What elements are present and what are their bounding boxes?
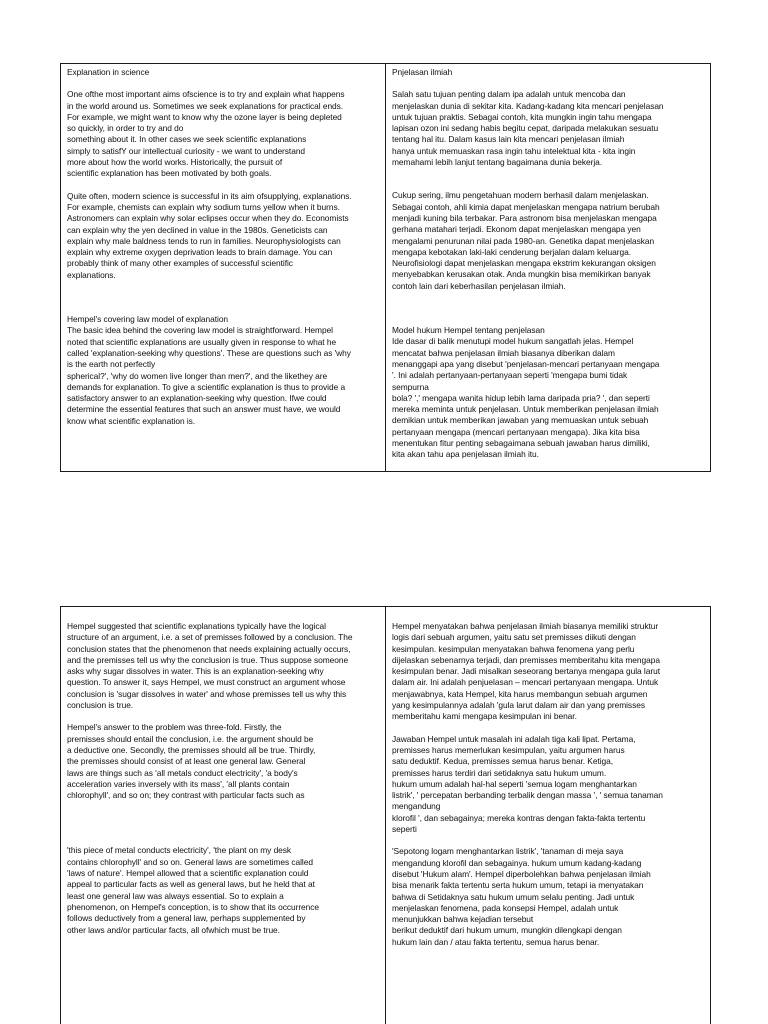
english-column <box>61 607 386 1024</box>
paragraph: Hempel suggested that scientific explanations typically have the logical structure of an argument, i.e. a set of premisses followed by a conclusion. The conclusion states that the phenomenon that needs explaining actually occurs, and the premisses tell us why the conclusion is true. Thus suppose someone asks why sugar dissolves in water. This is an explanation-seeking why question. To answer it, says Hempel, we must construct an argument whose conclusion is 'sugar dissolves in water' and whose premisses tell us why this conclusion is true. <box>67 621 353 711</box>
paragraph: Hempel menyatakan bahwa penjelasan ilmiah biasanya memiliki struktur logis dari sebuah argumen, yaitu satu set premisses diikuti dengan kesimpulan. kesimpulan menyatakan bahwa fenomena yang perlu dijelaskan sebenarnya terjadi, dan premisses memberitahu kita mengapa kesimpulan benar. Jadi misalkan seseorang bertanya mengapa gula larut dalam air. Ini adalah penjuelasan – mencari pertanyaan mengapa. Untuk menjawabnya, kata Hempel, kita harus membangun sebuah argumen yang kesimpulannya adalah 'gula larut dalam air dan yang premisses memberitahu kami mengapa kesimpulan ini benar. <box>392 621 660 722</box>
paragraph: 'Sepotong logam menghantarkan listrik', 'tanaman di meja saya mengandung klorofil dan sebagainya. hukum umum kadang-kadang disebut 'Hukum alam'. Hempel diperbolehkan bahwa penjelasan ilmiah bisa menarik fakta tertentu serta hukum umum, tetapi ia menyatakan bahwa di Setidaknya satu hukum umum selalu penting. Jadi untuk menjelaskan fenomena, pada konsepsi Hempel, adalah untuk menunjukkan bahwa kejadian tersebut berikut deduktif dari hukum umum, mungkin dilengkapi dengan hukum lain dan / atau fakta tertentu, semua harus benar. <box>392 846 651 947</box>
paragraph: Model hukum Hempel tentang penjelasan Ide dasar di balik menutupi model hukum sangatlah jelas. Hempel mencatat bahwa penjelasan ilmiah biasanya diberikan dalam menanggapi apa yang disebut 'penjelasan-mencari pertanyaan mengapa '. Ini adalah pertanyaan-pertanyaan seperti 'mengapa bumi tidak sempurna bola? ',' mengapa wanita hidup lebih lama daripada pria? ', dan seperti mereka meminta untuk penjelasan. Untuk memberikan penjelasan ilmiah demikian untuk memberikan jawaban yang memuaskan untuk sebuah pertanyaan mengapa (mencari pertanyaan mengapa). Jika kita bisa menentukan fitur penting sebagaimana sebuah jawaban harus dimiliki, kita akan tahu apa penjelasan ilmiah itu. <box>392 325 660 460</box>
paragraph: Cukup sering, ilmu pengetahuan modern berhasil dalam menjelaskan. Sebagai contoh, ahli kimia dapat menjelaskan mengapa natrium berubah menjadi kuning bila terbakar. Para astronom bisa menjelaskan mengapa gerhana matahari terjadi. Ekonom dapat menjelaskan mengapa yen mengalami penurunan nilai pada 1980-an. Genetika dapat menjelaskan mengapa kebotakan laki-laki cenderung berjalan dalam keluarga. Neurofisiologi dapat menjelaskan mengapa ekstrim kekurangan oksigen menyebabkan kerusakan otak. Anda mungkin bisa memikirkan banyak contoh lain dari keberhasilan penjelasan ilmiah. <box>392 190 660 291</box>
paragraph: Hempel's answer to the problem was three-fold. Firstly, the premisses should entail the conclusion, i.e. the argument should be a deductive one. Secondly, the premisses should all be true. Thirdly, the premisses should consist of at least one general law. General laws are things such as 'all metals conduct electricity', 'a body's acceleration varies inversely with its mass', 'all plants contain chlorophyll', and so on; they contrast with particular facts such as <box>67 722 316 801</box>
paragraph: Hempel's covering law model of explanation The basic idea behind the covering law model is straightforward. Hempel noted that scientific explanations are usually given in response to what he called 'explanation-seeking why questions'. These are questions such as 'why is the earth not perfectly spherical?', 'why do women live longer than men?', and the likethey are demands for explanation. To give a scientific explanation is thus to provide a satisfactory answer to an explanation-seeking why question. Ifwe could determine the essential features that such an answer must have, we would know what scientific explanation is. <box>67 314 351 426</box>
english-column <box>61 64 386 471</box>
indonesian-column <box>386 64 710 471</box>
paragraph: One ofthe most important aims ofscience is to try and explain what happens in the world around us. Sometimes we seek explanations for practical ends. For example, we might want to know why the ozone layer is being depleted so quickly, in order to try and do something about it. In other cases we seek scientific explanations simply to satisfY our intellectual curiosity - we want to understand more about how the world works. Historically, the pursuit of scientific explanation has been motivated by both goals. <box>67 89 345 179</box>
paragraph: Salah satu tujuan penting dalam ipa adalah untuk mencoba dan menjelaskan dunia di sekitar kita. Kadang-kadang kita mencari penjelasan untuk tujuan praktis. Sebagai contoh, kita mungkin ingin tahu mengapa lapisan ozon ini sedang habis begitu cepat, daripada melakukan sesuatu tentang hal itu. Dalam kasus lain kita mencari penjelasan ilmiah hanya untuk memuaskan rasa ingin tahu intelektual kita - kita ingin memahami lebih lanjut tentang bagaimana dunia bekerja. <box>392 89 664 168</box>
paragraph: 'this piece of metal conducts electricity', 'the plant on my desk contains chlorophyll' and so on. General laws are sometimes called 'laws of nature'. Hempel allowed that a scientific explanation could appeal to particular facts as well as general laws, but he held that at least one general law was always essential. So to explain a phenomenon, on Hempel's conception, is to show that its occurrence follows deductively from a general law, perhaps supplemented by other laws and/or particular facts, all ofwhich must be true. <box>67 845 320 935</box>
paragraph: Quite often, modern science is successful in its aim ofsupplying, explanations. For example, chemists can explain why sodium turns yellow when it burns. Astronomers can explain why solar eclipses occur when they do. Economists can explain why the yen declined in value in the 1980s. Geneticists can explain why male baldness tends to run in families. Neurophysiologists can explain why extreme oxygen deprivation leads to brain damage. You can probably think of many other examples of successful scientific explanations. <box>67 190 352 280</box>
paragraph: Jawaban Hempel untuk masalah ini adalah tiga kali lipat. Pertama, premisses harus memerlukan kesimpulan, yaitu argumen harus satu deduktif. Kedua, premisses semua harus benar. Ketiga, premisses harus terdiri dari setidaknya satu hukum umum. hukum umum adalah hal-hal seperti 'semua logam menghantarkan listrik', ' percepatan berbanding terbalik dengan massa ', ' semua tanaman mengandung klorofil ', dan sebagainya; mereka kontras dengan fakta-fakta tertentu seperti <box>392 733 663 835</box>
section-title: Pnjelasan ilmiah <box>392 67 453 77</box>
section-title: Explanation in science <box>67 67 150 77</box>
translation-table-1 <box>60 63 711 472</box>
translation-table-2 <box>60 606 711 1024</box>
indonesian-column <box>386 607 710 1024</box>
